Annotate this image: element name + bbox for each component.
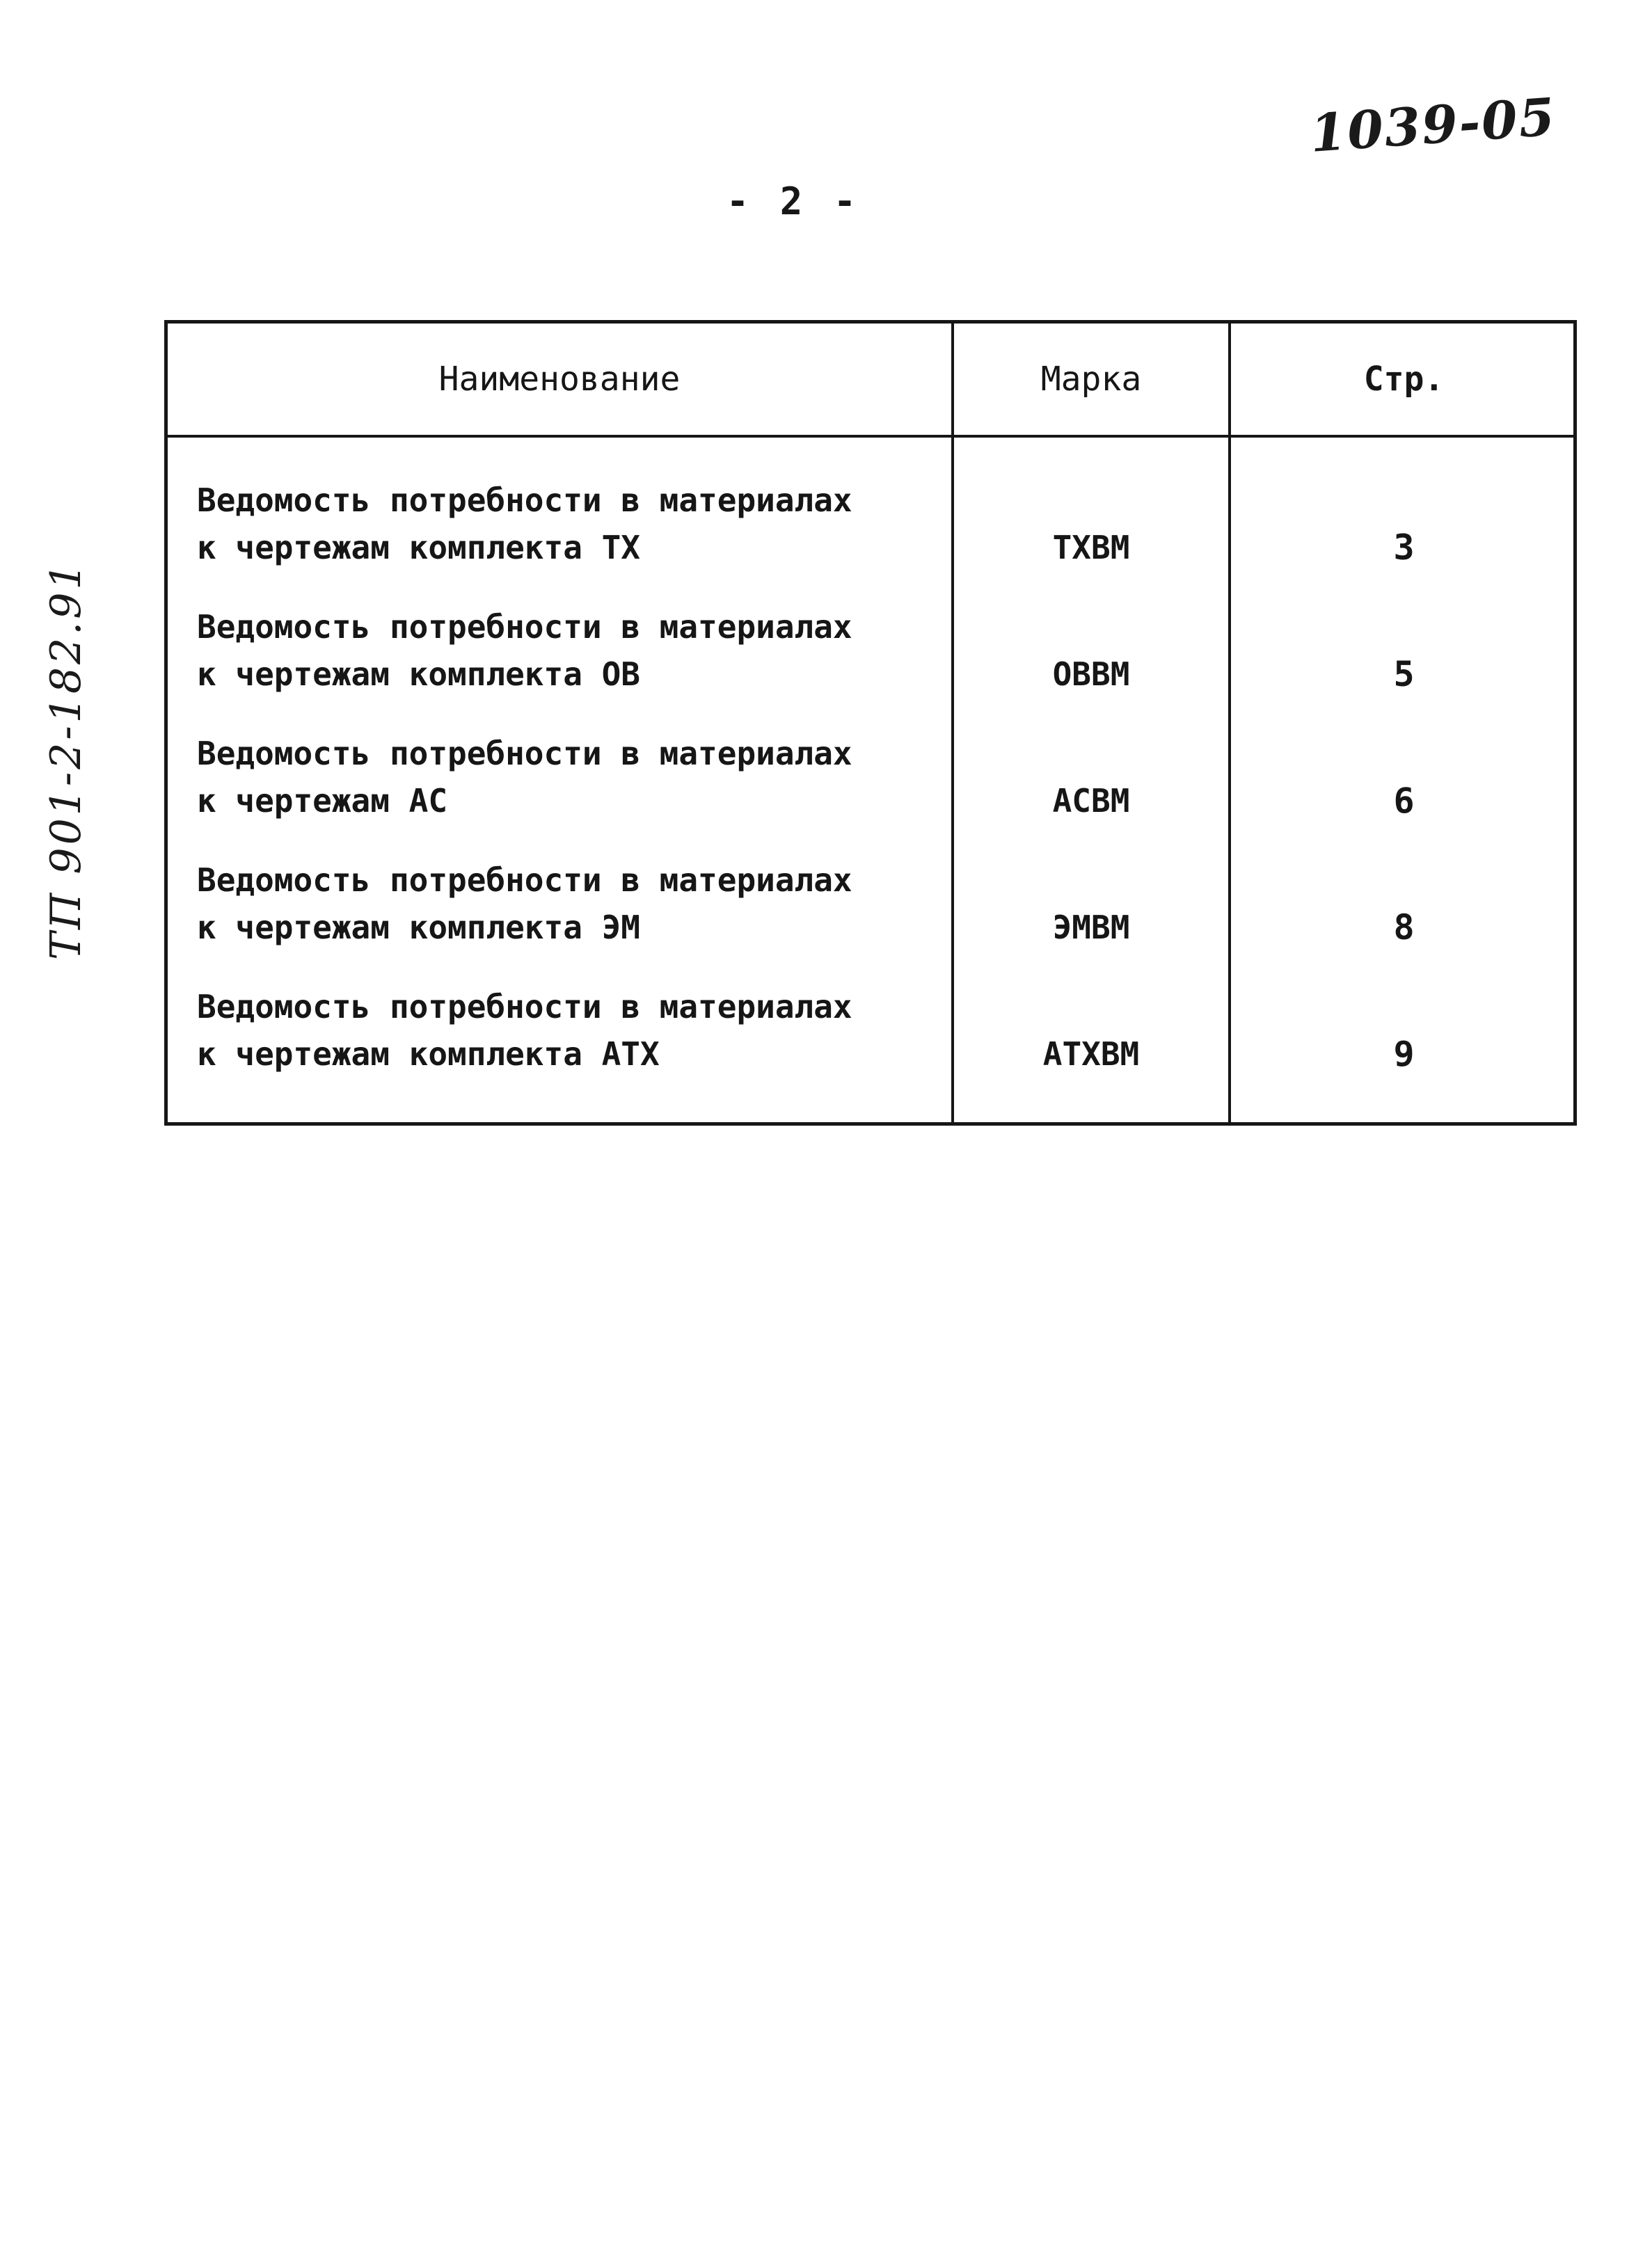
contents-table [164,320,1577,1126]
row-name [197,603,942,698]
row-name-line: к чертежам комплекта ТХ [197,529,640,566]
row-name-line: к чертежам комплекта АТХ [197,1035,660,1073]
row-page: 8 [1393,907,1415,948]
row-name-line: Ведомость потребности в материалах [197,861,852,899]
header-mark: Марка [1040,360,1142,399]
row-name [197,856,942,951]
row-mark: ТХВМ [1052,529,1130,566]
header-name: Наименование [438,360,681,399]
table-row [168,983,1573,1110]
side-document-code: ТП 901-2-182.91 [42,560,90,960]
page-number: - 2 - [726,179,861,223]
row-name-line: к чертежам АС [197,782,448,820]
row-name [197,477,942,571]
row-name-line: Ведомость потребности в материалах [197,988,852,1025]
row-mark: АТХВМ [1042,1035,1140,1073]
row-mark: ОВВМ [1052,655,1130,693]
header-divider [168,435,1573,438]
row-page: 6 [1393,781,1415,821]
document-code: 1039-05 [1308,87,1558,164]
row-mark: ЭМВМ [1052,909,1130,946]
row-name [197,983,942,1078]
row-page: 5 [1393,654,1415,694]
row-name-line: Ведомость потребности в материалах [197,735,852,772]
row-mark: АСВМ [1052,782,1130,820]
row-name-line: к чертежам комплекта ЭМ [197,909,640,946]
row-name-line: Ведомость потребности в материалах [197,608,852,646]
table-row [168,730,1573,856]
header-page: Стр. [1363,360,1445,399]
row-name-line: к чертежам комплекта ОВ [197,655,640,693]
row-page: 3 [1393,527,1415,568]
table-row [168,603,1573,730]
table-row [168,856,1573,983]
row-page: 9 [1393,1034,1415,1074]
row-name-line: Ведомость потребности в материалах [197,481,852,519]
table-row [168,477,1573,603]
row-name [197,730,942,824]
